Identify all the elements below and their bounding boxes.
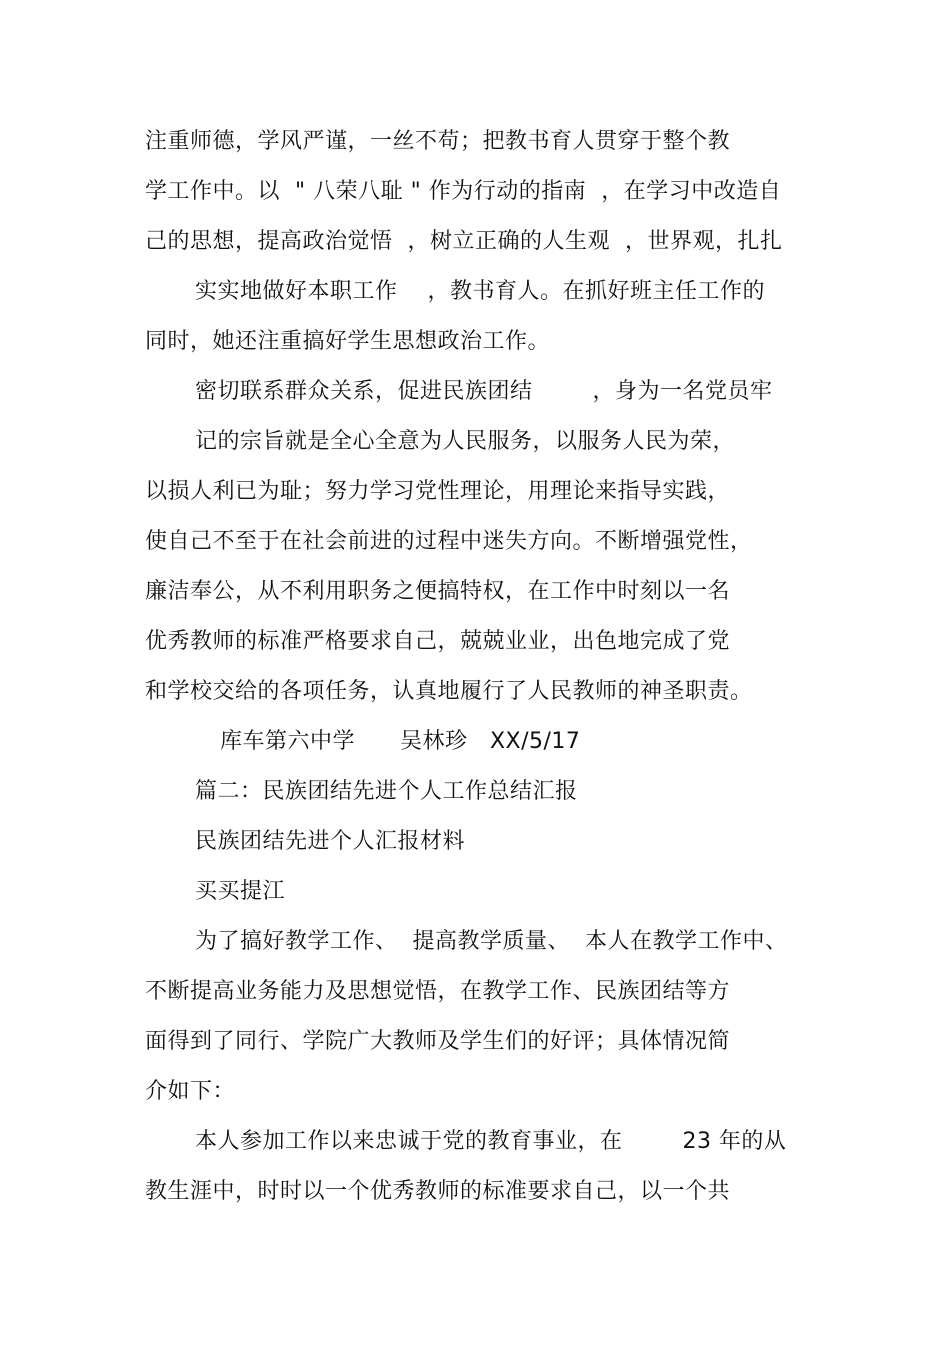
author-name: 买买提江: [195, 879, 286, 904]
text-line: 和学校交给的各项任务，认真地履行了人民教师的神圣职责。: [145, 679, 753, 704]
text-line: 优秀教师的标准严格要求自己，兢兢业业，出色地完成了党: [145, 629, 731, 654]
text-line: 不断提高业务能力及思想觉悟，在教学工作、民族团结等方: [145, 979, 731, 1004]
text-line: 注重师德，学风严谨，一丝不苟；把教书育人贯穿于整个教: [145, 129, 731, 154]
text-line: 本人参加工作以来忠诚于党的教育事业，在 23 年的从: [195, 1129, 787, 1154]
signature-line: 库车第六中学 吴林珍 XX/5/17: [220, 729, 581, 754]
text-line: 密切联系群众关系，促进民族团结 ，身为一名党员牢: [195, 379, 773, 404]
text-line: 使自己不至于在社会前进的过程中迷失方向。不断增强党性，: [145, 529, 753, 554]
text-line: 介如下：: [145, 1079, 236, 1104]
section-subtitle: 民族团结先进个人汇报材料: [195, 829, 466, 854]
text-line: 以损人利已为耻；努力学习党性理论，用理论来指导实践，: [145, 479, 731, 504]
text-line: 面得到了同行、学院广大教师及学生们的好评；具体情况简: [145, 1029, 731, 1054]
text-line: 为了搞好教学工作、 提高教学质量、 本人在教学工作中、: [195, 929, 788, 954]
text-line: 记的宗旨就是全心全意为人民服务，以服务人民为荣，: [195, 429, 736, 454]
text-line: 同时，她还注重搞好学生思想政治工作。: [145, 329, 551, 354]
text-line: 学工作中。以 " 八荣八耻 " 作为行动的指南 ，在学习中改造自: [145, 179, 782, 204]
section-heading: 篇二：民族团结先进个人工作总结汇报: [195, 779, 578, 804]
text-line: 实实地做好本职工作 ，教书育人。在抓好班主任工作的: [195, 279, 765, 304]
text-line: 己的思想，提高政治觉悟 ，树立正确的人生观 ，世界观，扎扎: [145, 229, 783, 254]
text-line: 教生涯中，时时以一个优秀教师的标准要求自己，以一个共: [145, 1179, 731, 1204]
text-line: 廉洁奉公，从不利用职务之便搞特权，在工作中时刻以一名: [145, 579, 731, 604]
